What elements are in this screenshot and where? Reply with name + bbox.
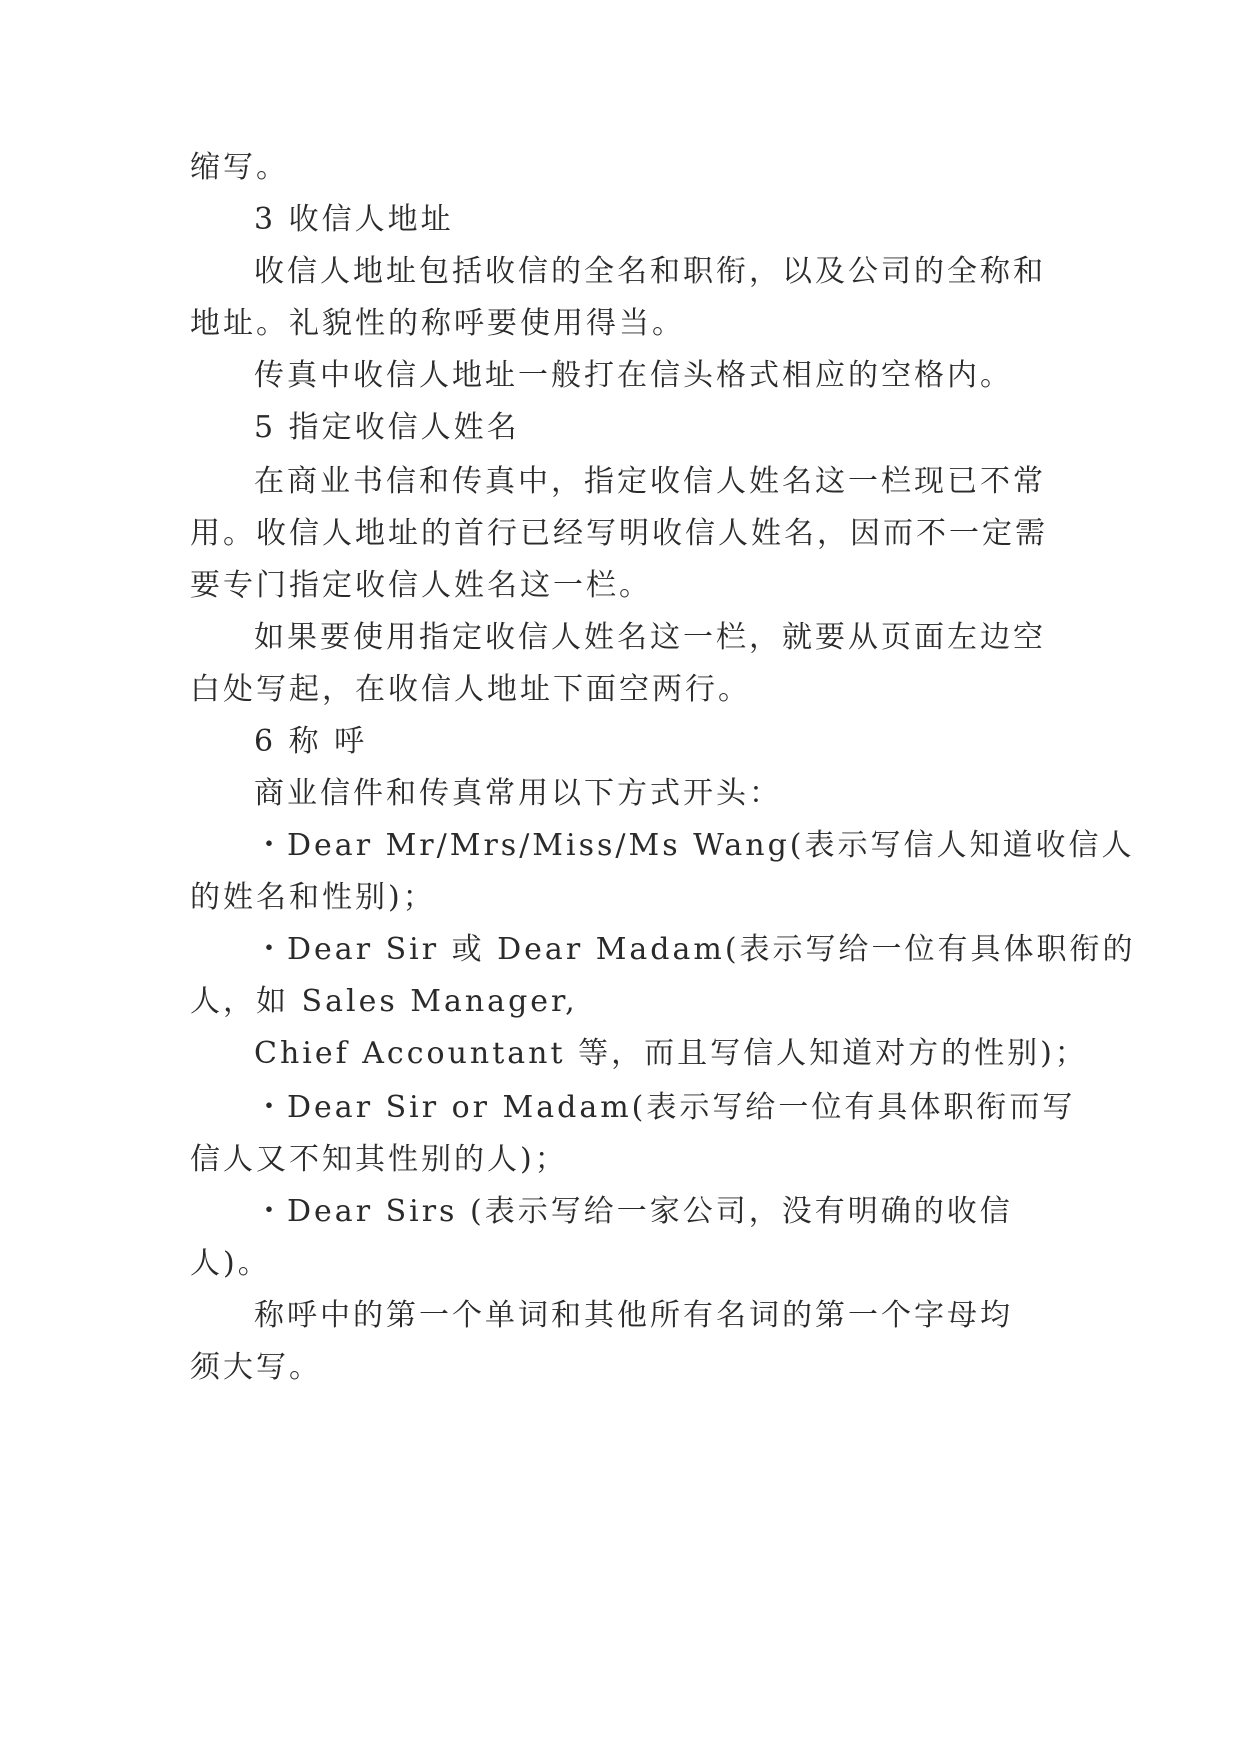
text-line: 称呼中的第一个单词和其他所有名词的第一个字母均 xyxy=(254,1298,1013,1333)
text-line: 人，如 Sales Manager, xyxy=(190,984,578,1019)
text-line: 缩写。 xyxy=(190,150,289,185)
bullet-line: ・Dear Sir or Madam(表示写给一位有具体职衔而写 xyxy=(254,1090,1076,1125)
text-line: Chief Accountant 等，而且写信人知道对方的性别)； xyxy=(254,1036,1088,1071)
section-heading: 3 收信人地址 xyxy=(254,202,454,237)
bullet-line: ・Dear Sirs (表示写给一家公司，没有明确的收信 xyxy=(254,1194,1013,1229)
section-heading: 6 称 呼 xyxy=(254,724,368,759)
section-heading: 5 指定收信人姓名 xyxy=(254,410,520,445)
text-line: 须大写。 xyxy=(190,1350,322,1385)
text-line: 人)。 xyxy=(190,1246,271,1281)
text-line: 地址。礼貌性的称呼要使用得当。 xyxy=(190,306,685,341)
text-line: 的姓名和性别)； xyxy=(190,880,436,915)
bullet-line: ・Dear Mr/Mrs/Miss/Ms Wang(表示写信人知道收信人 xyxy=(254,828,1135,863)
text-line: 要专门指定收信人姓名这一栏。 xyxy=(190,568,652,603)
text-line: 用。收信人地址的首行已经写明收信人姓名，因而不一定需 xyxy=(190,516,1048,551)
text-line: 如果要使用指定收信人姓名这一栏，就要从页面左边空 xyxy=(254,620,1046,655)
text-line: 商业信件和传真常用以下方式开头： xyxy=(254,776,782,811)
text-line: 白处写起，在收信人地址下面空两行。 xyxy=(190,672,751,707)
text-line: 收信人地址包括收信的全名和职衔，以及公司的全称和 xyxy=(254,254,1046,289)
text-line: 传真中收信人地址一般打在信头格式相应的空格内。 xyxy=(254,358,1013,393)
bullet-line: ・Dear Sir 或 Dear Madam(表示写给一位有具体职衔的 xyxy=(254,932,1136,967)
text-line: 信人又不知其性别的人)； xyxy=(190,1142,568,1177)
text-line: 在商业书信和传真中，指定收信人姓名这一栏现已不常 xyxy=(254,464,1046,499)
